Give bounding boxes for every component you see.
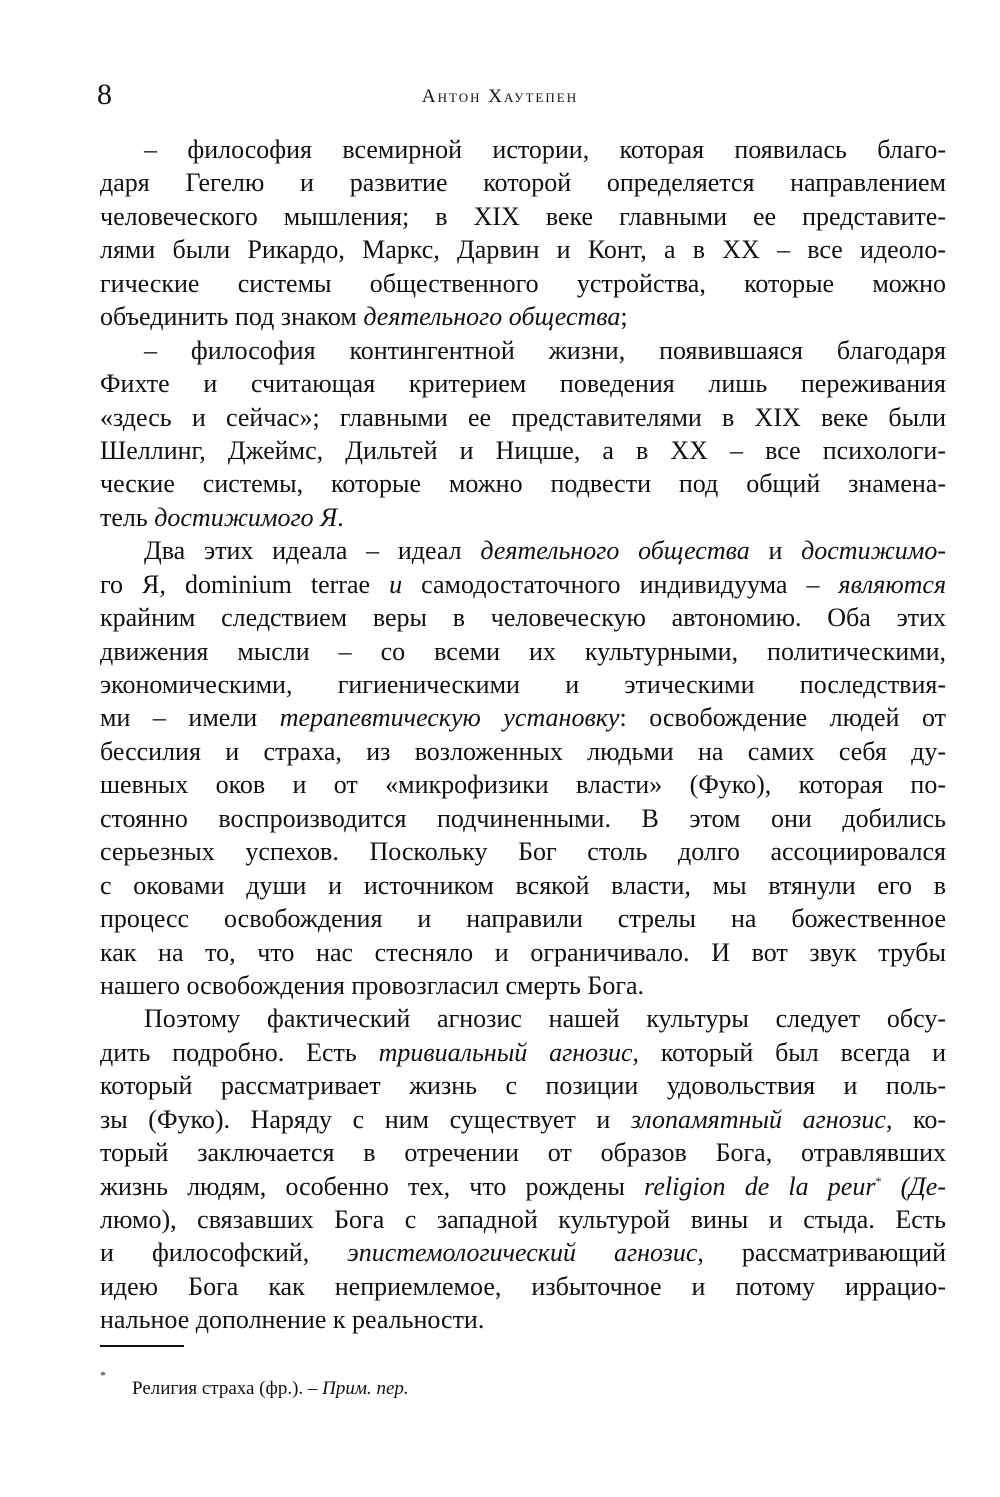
italic-term: злопамятный агнозис — [630, 1104, 886, 1134]
text-segment: нашего освобождения провозгласил смерть Бога. — [100, 970, 645, 1000]
text-line — [100, 1069, 946, 1102]
text-line — [100, 635, 946, 668]
text-line — [100, 869, 946, 902]
text-segment: человеческого мышления; в XIX веке главными ее представите- — [100, 201, 946, 231]
italic-term: терапевтическую установку — [279, 703, 620, 733]
footnote-divider — [100, 1345, 184, 1347]
footnote-marker: * — [100, 1368, 106, 1382]
text-line — [100, 1002, 946, 1035]
italic-term: (Де- — [881, 1171, 946, 1201]
text-segment: экономическими, гигиеническими и этическими последствия- — [100, 670, 946, 699]
text-segment: dominium terrae — [184, 569, 371, 599]
footnote-ref: * — [875, 1173, 882, 1188]
text-segment: Фихте и считающая критерием поведения лишь переживания — [100, 369, 946, 399]
text-line — [100, 133, 946, 166]
text-line — [100, 1170, 946, 1203]
running-title: Антон Хаутепен — [421, 86, 579, 107]
text-segment: ми – имели — [100, 703, 280, 733]
italic-term: , — [159, 569, 185, 599]
text-line — [100, 969, 946, 1002]
text-line — [100, 300, 946, 333]
text-line — [100, 233, 946, 266]
italic-term: деятельного общества — [363, 302, 621, 332]
text-segment: с оковами души и источником всякой власти, мы втянули его в — [100, 870, 946, 900]
text-line — [100, 568, 946, 601]
text-segment: люмо), связавших Бога с западной культурой вины и стыда. Есть — [100, 1205, 946, 1234]
text-segment: который рассматривает жизнь с позиции удовольствия и поль- — [100, 1071, 946, 1101]
text-segment: и — [749, 536, 802, 566]
text-line — [100, 936, 946, 969]
text-segment: : освобождение людей от — [619, 703, 946, 733]
text-segment: шевных оков и от «микрофизики власти» (Фуко), которая по- — [100, 770, 946, 800]
text-segment: Два этих идеала – идеал — [144, 536, 481, 566]
text-line — [100, 1036, 946, 1069]
text-segment: даря Гегелю и развитие которой определяется направлением — [100, 168, 946, 198]
text-line — [100, 434, 946, 467]
text-line — [100, 467, 946, 500]
text-segment: ческие системы, которые можно подвести под общий знамена- — [100, 469, 946, 499]
italic-term: – являются — [787, 569, 947, 599]
text-line — [100, 902, 946, 935]
text-segment: – философия всемирной истории, которая появилась благо- — [144, 135, 946, 164]
text-segment: движения мысли – со всеми их культурными, политическими, — [100, 636, 946, 666]
text-segment: торый заключается в отречении от образов Бога, отравлявших — [100, 1138, 946, 1168]
text-line — [100, 166, 946, 199]
text-line — [100, 1236, 946, 1269]
text-segment: серьезных успехов. Поскольку Бог столь долго ассоциировался — [100, 837, 946, 867]
italic-term: эпистемологический агнозис — [347, 1238, 698, 1268]
text-line — [100, 701, 946, 734]
text-line — [100, 267, 946, 300]
text-line — [100, 334, 946, 367]
text-segment: Шеллинг, Джеймс, Дильтей и Ницше, а в XX – все психологи- — [100, 435, 946, 465]
text-line — [100, 1136, 946, 1169]
text-segment: «здесь и сейчас»; главными ее представителями в XIX веке были — [100, 402, 946, 432]
text-segment: бессилия и страха, из возложенных людьми на самих себя ду- — [100, 736, 946, 766]
text-segment: – философия контингентной жизни, появившаяся благодаря — [144, 335, 946, 365]
text-line — [100, 1270, 946, 1303]
text-segment: ; — [620, 302, 628, 332]
text-segment: дить подробно. Есть — [100, 1037, 379, 1067]
text-segment: тель — [100, 502, 155, 532]
text-line — [100, 534, 946, 567]
footnote-text — [132, 1378, 409, 1400]
text-segment: и философский, — [100, 1238, 348, 1268]
text-segment: Поэтому фактический агнозис нашей культуры следует обсу- — [144, 1004, 946, 1034]
italic-term: достижимо- — [801, 536, 946, 566]
page-number: 8 — [97, 78, 112, 111]
text-segment: , ко- — [885, 1104, 947, 1134]
text-line — [100, 835, 946, 868]
text-segment: го Я — [100, 569, 160, 599]
text-segment: зы (Фуко). Наряду с ним существует и — [100, 1104, 631, 1134]
italic-term: тривиальный агнозис — [378, 1037, 633, 1067]
italic-term: religion de la peur — [644, 1171, 876, 1201]
text-segment: как на то, что нас стесняло и ограничивало. И вот звук трубы — [100, 937, 946, 967]
text-segment: стоянно воспроизводится подчиненными. В этом они добились — [100, 803, 946, 833]
footnote-note: Прим. пер. — [322, 1378, 409, 1399]
text-line — [100, 1303, 946, 1336]
text-line — [100, 1203, 946, 1236]
text-segment: объединить под знаком — [100, 302, 364, 332]
text-line — [100, 1103, 946, 1136]
text-segment: самодостаточного индивидуума — [421, 569, 788, 599]
text-line — [100, 200, 946, 233]
text-segment: . — [337, 502, 344, 532]
text-segment: крайним следствием веры в человеческую автономию. Оба этих — [100, 603, 946, 633]
text-line — [100, 501, 946, 534]
body-text — [100, 133, 946, 1337]
text-segment: гические системы общественного устройства, которые можно — [100, 268, 946, 298]
text-line — [100, 802, 946, 835]
text-segment: жизнь людям, особенно тех, что рождены — [100, 1171, 645, 1201]
text-segment: лями были Рикардо, Маркс, Дарвин и Конт, а в XX – все идеоло- — [100, 235, 946, 265]
text-line — [100, 668, 946, 701]
italic-term: деятельного общества — [480, 536, 750, 566]
text-segment: нальное дополнение к реальности. — [100, 1305, 485, 1335]
text-segment: , рассматривающий — [697, 1238, 946, 1268]
text-line — [100, 601, 946, 634]
text-segment: , который был всегда и — [632, 1037, 946, 1067]
italic-term: достижимого Я — [154, 502, 338, 532]
italic-term: и — [370, 569, 422, 599]
text-segment: процесс освобождения и направили стрелы на божественное — [100, 904, 946, 934]
text-line — [100, 768, 946, 801]
text-line — [100, 367, 946, 400]
text-line — [100, 401, 946, 434]
footnote-body: Религия страха (фр.). – — [132, 1378, 323, 1399]
text-segment: идею Бога как неприемлемое, избыточное и потому иррацио- — [100, 1271, 946, 1301]
text-line — [100, 735, 946, 768]
